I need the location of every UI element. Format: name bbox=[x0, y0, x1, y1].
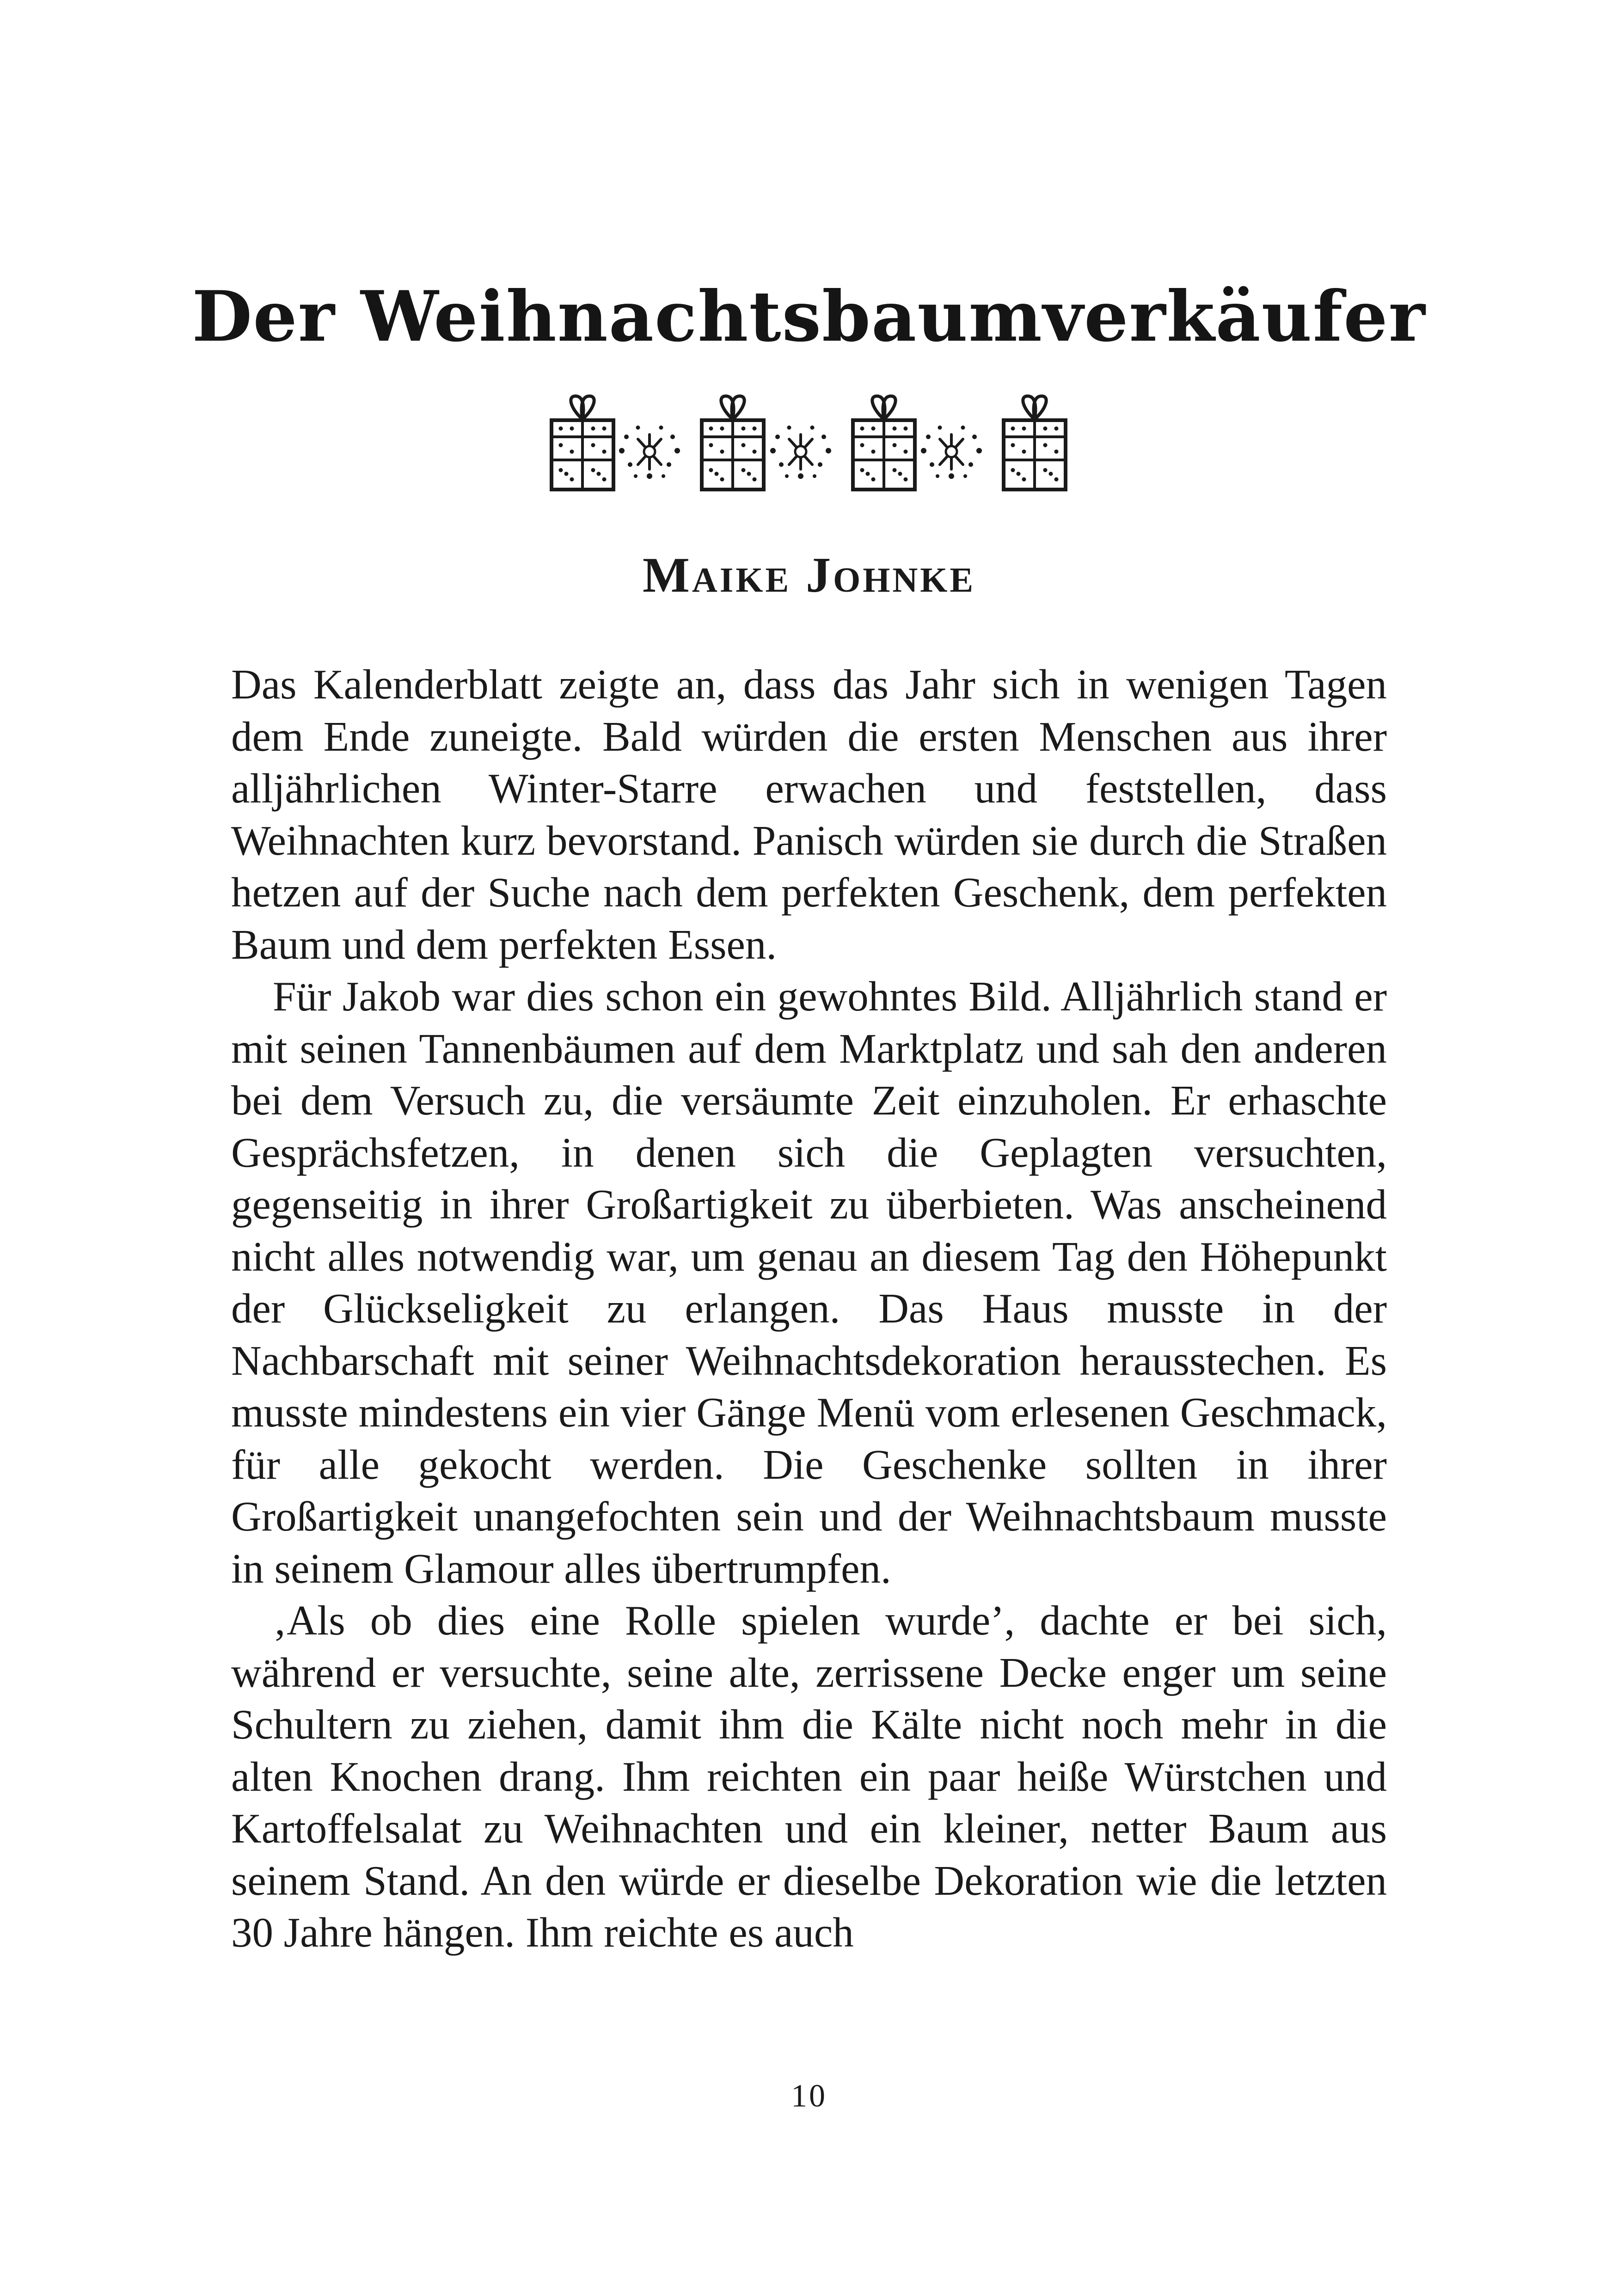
chapter-title: Der Weihnachtsbaumverkäufer bbox=[192, 276, 1426, 357]
gift-icon bbox=[1004, 396, 1066, 490]
page-number: 10 bbox=[791, 2078, 827, 2114]
gift-ornament bbox=[548, 391, 1070, 497]
author-name: Maike Johnke bbox=[642, 548, 976, 603]
paragraph: Für Jakob war dies schon ein gewohntes Bild. Alljährlich stand er mit seinen Tannenbäumen auf dem Marktplatz und sah den anderen bei dem Versuch zu, die versäumte Zeit einzuholen. Er erhaschte Gesprächsfetzen, in denen sich die Geplagten versuchten, gegenseitig in ihrer Großartigkeit zu überbieten. Was anscheinend nicht alles notwendig war, um genau an diesem Tag den Höhepunkt der Glückseligkeit zu erlangen. Das Haus musste in der Nachbarschaft mit seiner Weihnachtsdekoration herausstechen. Es musste mindestens ein vier Gänge Menü vom erlesenen Geschmack, für alle gekocht werden. Die Geschenke sollten in ihrer Großartigkeit unangefochten sein und der Weihnachtsbaum musste in seinem Glamour alles übertrumpfen. bbox=[231, 973, 1387, 1592]
gift-icon bbox=[552, 396, 613, 490]
sparkle-icon bbox=[770, 426, 831, 479]
gift-icon bbox=[853, 396, 915, 490]
gift-icon bbox=[702, 396, 764, 490]
story-text bbox=[231, 659, 1387, 1959]
sparkle-icon bbox=[921, 426, 982, 479]
sparkle-icon bbox=[619, 426, 680, 479]
paragraph: ‚Als ob dies eine Rolle spielen wurde’, dachte er bei sich, während er versuchte, seine alte, zerrissene Decke enger um seine Schultern zu ziehen, damit ihm die Kälte nicht noch mehr in die alten Knochen drang. Ihm reichten ein paar heiße Würstchen und Kartoffelsalat zu Weihnachten und ein kleiner, netter Baum aus seinem Stand. An den würde er dieselbe Dekoration wie die letzten 30 Jahre hängen. Ihm reichte es auch bbox=[231, 1597, 1387, 1956]
paragraph: Das Kalenderblatt zeigte an, dass das Jahr sich in wenigen Tagen dem Ende zuneigte. Bald würden die ersten Menschen aus ihrer alljährlichen Winter-Starre erwachen und feststellen, dass Weihnachten kurz bevorstand. Panisch würden sie durch die Straßen hetzen auf der Suche nach dem perfekten Geschenk, dem perfekten Baum und dem perfekten Essen. bbox=[231, 661, 1387, 968]
